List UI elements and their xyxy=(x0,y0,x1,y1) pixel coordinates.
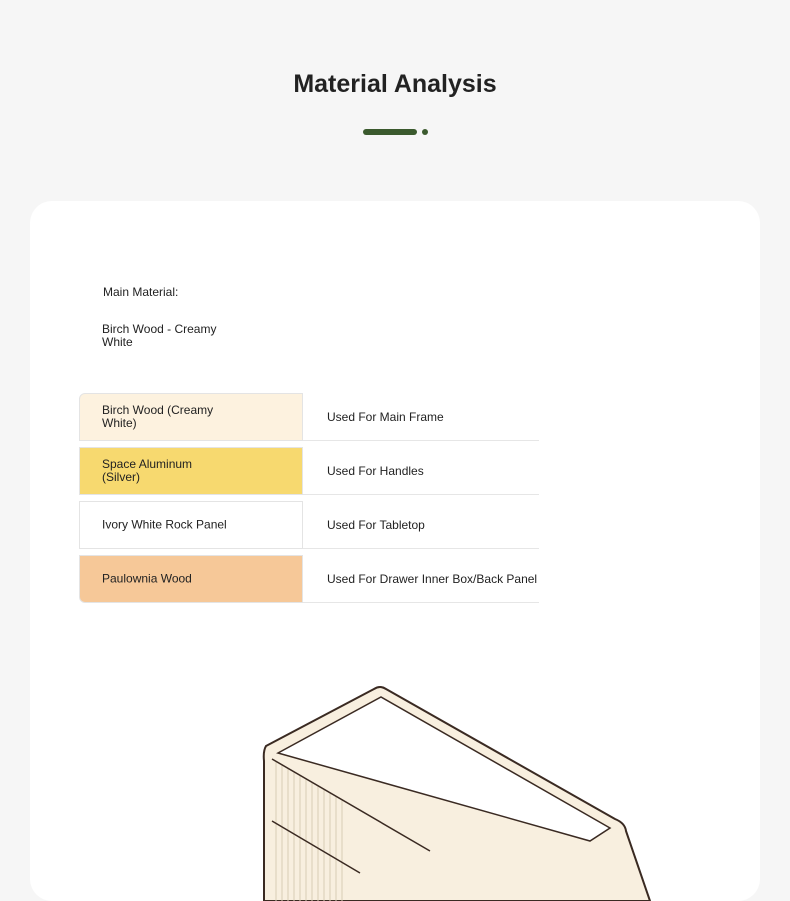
material-name: Ivory White Rock Panel xyxy=(102,517,227,532)
material-name: Paulownia Wood xyxy=(102,571,192,586)
material-use: Used For Tabletop xyxy=(327,517,425,532)
material-name: Space Aluminum (Silver) xyxy=(102,457,193,484)
page-title: Material Analysis xyxy=(293,70,497,98)
material-use: Used For Handles xyxy=(327,463,424,478)
material-use: Used For Main Frame xyxy=(327,409,444,424)
main-material-value: Birch Wood - Creamy White xyxy=(102,322,217,349)
title-decoration-dot xyxy=(422,129,428,135)
material-use: Used For Drawer Inner Box/Back Panel xyxy=(327,571,538,586)
furniture-illustration xyxy=(30,201,760,901)
title-decoration-bar xyxy=(363,129,417,135)
main-material-label: Main Material: xyxy=(103,285,179,299)
material-card xyxy=(30,201,760,901)
material-name: Birch Wood (Creamy White) xyxy=(102,403,214,430)
